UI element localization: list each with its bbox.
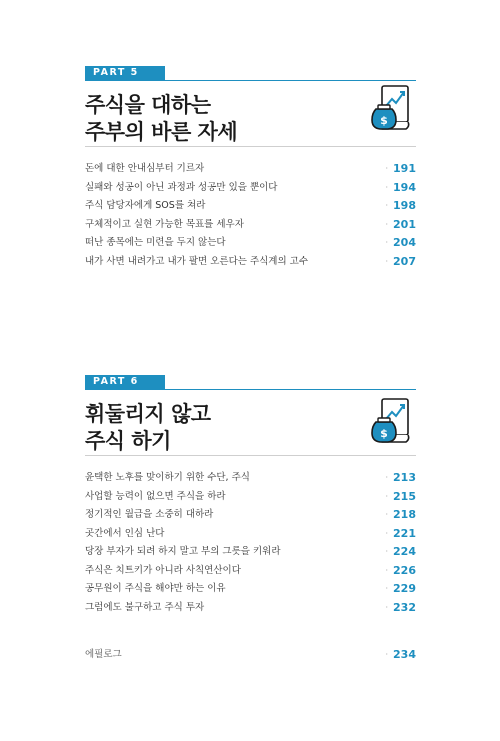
leader-dot: · — [385, 182, 388, 192]
toc-entry[interactable] — [85, 197, 416, 216]
toc-entry-title: 실패와 성공이 아닌 과정과 성공만 있을 뿐이다 — [85, 181, 278, 193]
toc-entry-title: 주식 담당자에게 SOS를 쳐라 — [85, 200, 206, 211]
toc-entry-title: 내가 사면 내려가고 내가 팔면 오른다는 주식계의 고수 — [85, 255, 309, 267]
toc-entry-title: 사업할 능력이 없으면 주식을 하라 — [85, 490, 226, 502]
leader-dot: · — [385, 510, 388, 519]
toc-entry-page: 221 — [393, 526, 416, 540]
toc-entry-page: 194 — [393, 180, 416, 194]
toc-entry-page: 218 — [393, 508, 416, 521]
leader-dot: · — [385, 602, 388, 612]
toc-entry-title: 주식은 치트키가 아니라 사칙연산이다 — [85, 564, 241, 576]
money-bag-document-icon — [368, 395, 416, 447]
toc-entry[interactable] — [85, 234, 416, 253]
toc-entry-page: 201 — [393, 217, 416, 231]
part-5-title-line-2: 주부의 바른 자세 — [85, 120, 238, 144]
toc-entry-title: 곳간에서 인심 난다 — [85, 527, 165, 539]
toc-entry[interactable] — [85, 179, 416, 198]
toc-entry-title: 그럼에도 불구하고 주식 투자 — [85, 601, 205, 613]
svg-text:$: $ — [380, 427, 388, 440]
part-6-rule — [85, 389, 416, 390]
part-5-title-line-1: 주식을 대하는 — [85, 93, 211, 117]
part-6-title-line-2: 주식 하기 — [85, 429, 171, 453]
epilogue-label: 에필로그 — [85, 649, 122, 660]
toc-entry-page: 204 — [393, 236, 416, 249]
toc-entry[interactable] — [85, 506, 416, 525]
toc-entry[interactable] — [85, 543, 416, 562]
toc-entry-page: 226 — [393, 563, 416, 577]
toc-entry[interactable] — [85, 488, 416, 507]
part-6-tag: PART 6 — [85, 375, 165, 389]
toc-entry[interactable] — [85, 160, 416, 179]
part-5-title-underline — [85, 146, 416, 147]
toc-entry-page: 232 — [393, 600, 416, 614]
leader-dot: · — [385, 256, 388, 266]
toc-entry[interactable] — [85, 525, 416, 544]
part-6-title — [85, 401, 211, 455]
leader-dot: · — [385, 473, 388, 482]
toc-entry[interactable] — [85, 580, 416, 599]
leader-dot: · — [385, 201, 388, 210]
toc-entry-title: 구체적이고 실현 가능한 목표를 세우자 — [85, 218, 244, 230]
leader-dot: · — [385, 565, 388, 575]
part-5-title — [85, 92, 237, 146]
leader-dot: · — [385, 584, 388, 593]
epilogue-entry[interactable] — [85, 646, 416, 664]
toc-entry[interactable] — [85, 216, 416, 235]
leader-dot: · — [385, 238, 388, 247]
part-5-tag: PART 5 — [85, 66, 165, 80]
leader-dot: · — [385, 164, 388, 173]
leader-dot: · — [385, 528, 388, 538]
leader-dot: · — [385, 219, 388, 229]
part-6-title-line-1: 휘둘리지 않고 — [85, 402, 211, 426]
toc-entry-title: 정기적인 월급을 소중히 대하라 — [85, 509, 214, 520]
toc-entry-page: 207 — [393, 254, 416, 268]
toc-entry-page: 215 — [393, 489, 416, 503]
part-6-title-underline — [85, 455, 416, 456]
toc-entry-page: 229 — [393, 582, 416, 595]
toc-entry-page: 198 — [393, 199, 416, 212]
toc-entry-title: 돈에 대한 안내심부터 기르자 — [85, 163, 205, 174]
epilogue-page: 234 — [393, 648, 416, 661]
toc-entry-title: 당장 부자가 되려 하지 말고 부의 그릇을 키워라 — [85, 546, 281, 557]
toc-entry-title: 공무원이 주식을 해야만 하는 이유 — [85, 583, 226, 594]
leader-dot: · — [385, 547, 388, 556]
money-bag-document-icon — [368, 82, 416, 134]
toc-entry-page: 224 — [393, 545, 416, 558]
part-6-toc — [85, 469, 416, 617]
toc-entry-page: 191 — [393, 162, 416, 175]
toc-entry[interactable] — [85, 562, 416, 581]
toc-entry[interactable] — [85, 599, 416, 618]
leader-dot: · — [385, 650, 388, 659]
svg-text:$: $ — [380, 114, 388, 127]
part-5-rule — [85, 80, 416, 81]
leader-dot: · — [385, 491, 388, 501]
part-5-toc — [85, 160, 416, 271]
toc-entry[interactable] — [85, 253, 416, 272]
toc-entry[interactable] — [85, 469, 416, 488]
toc-entry-title: 떠난 종목에는 미련을 두지 않는다 — [85, 237, 226, 248]
toc-entry-page: 213 — [393, 471, 416, 484]
toc-entry-title: 윤택한 노후를 맞이하기 위한 수단, 주식 — [85, 472, 250, 483]
